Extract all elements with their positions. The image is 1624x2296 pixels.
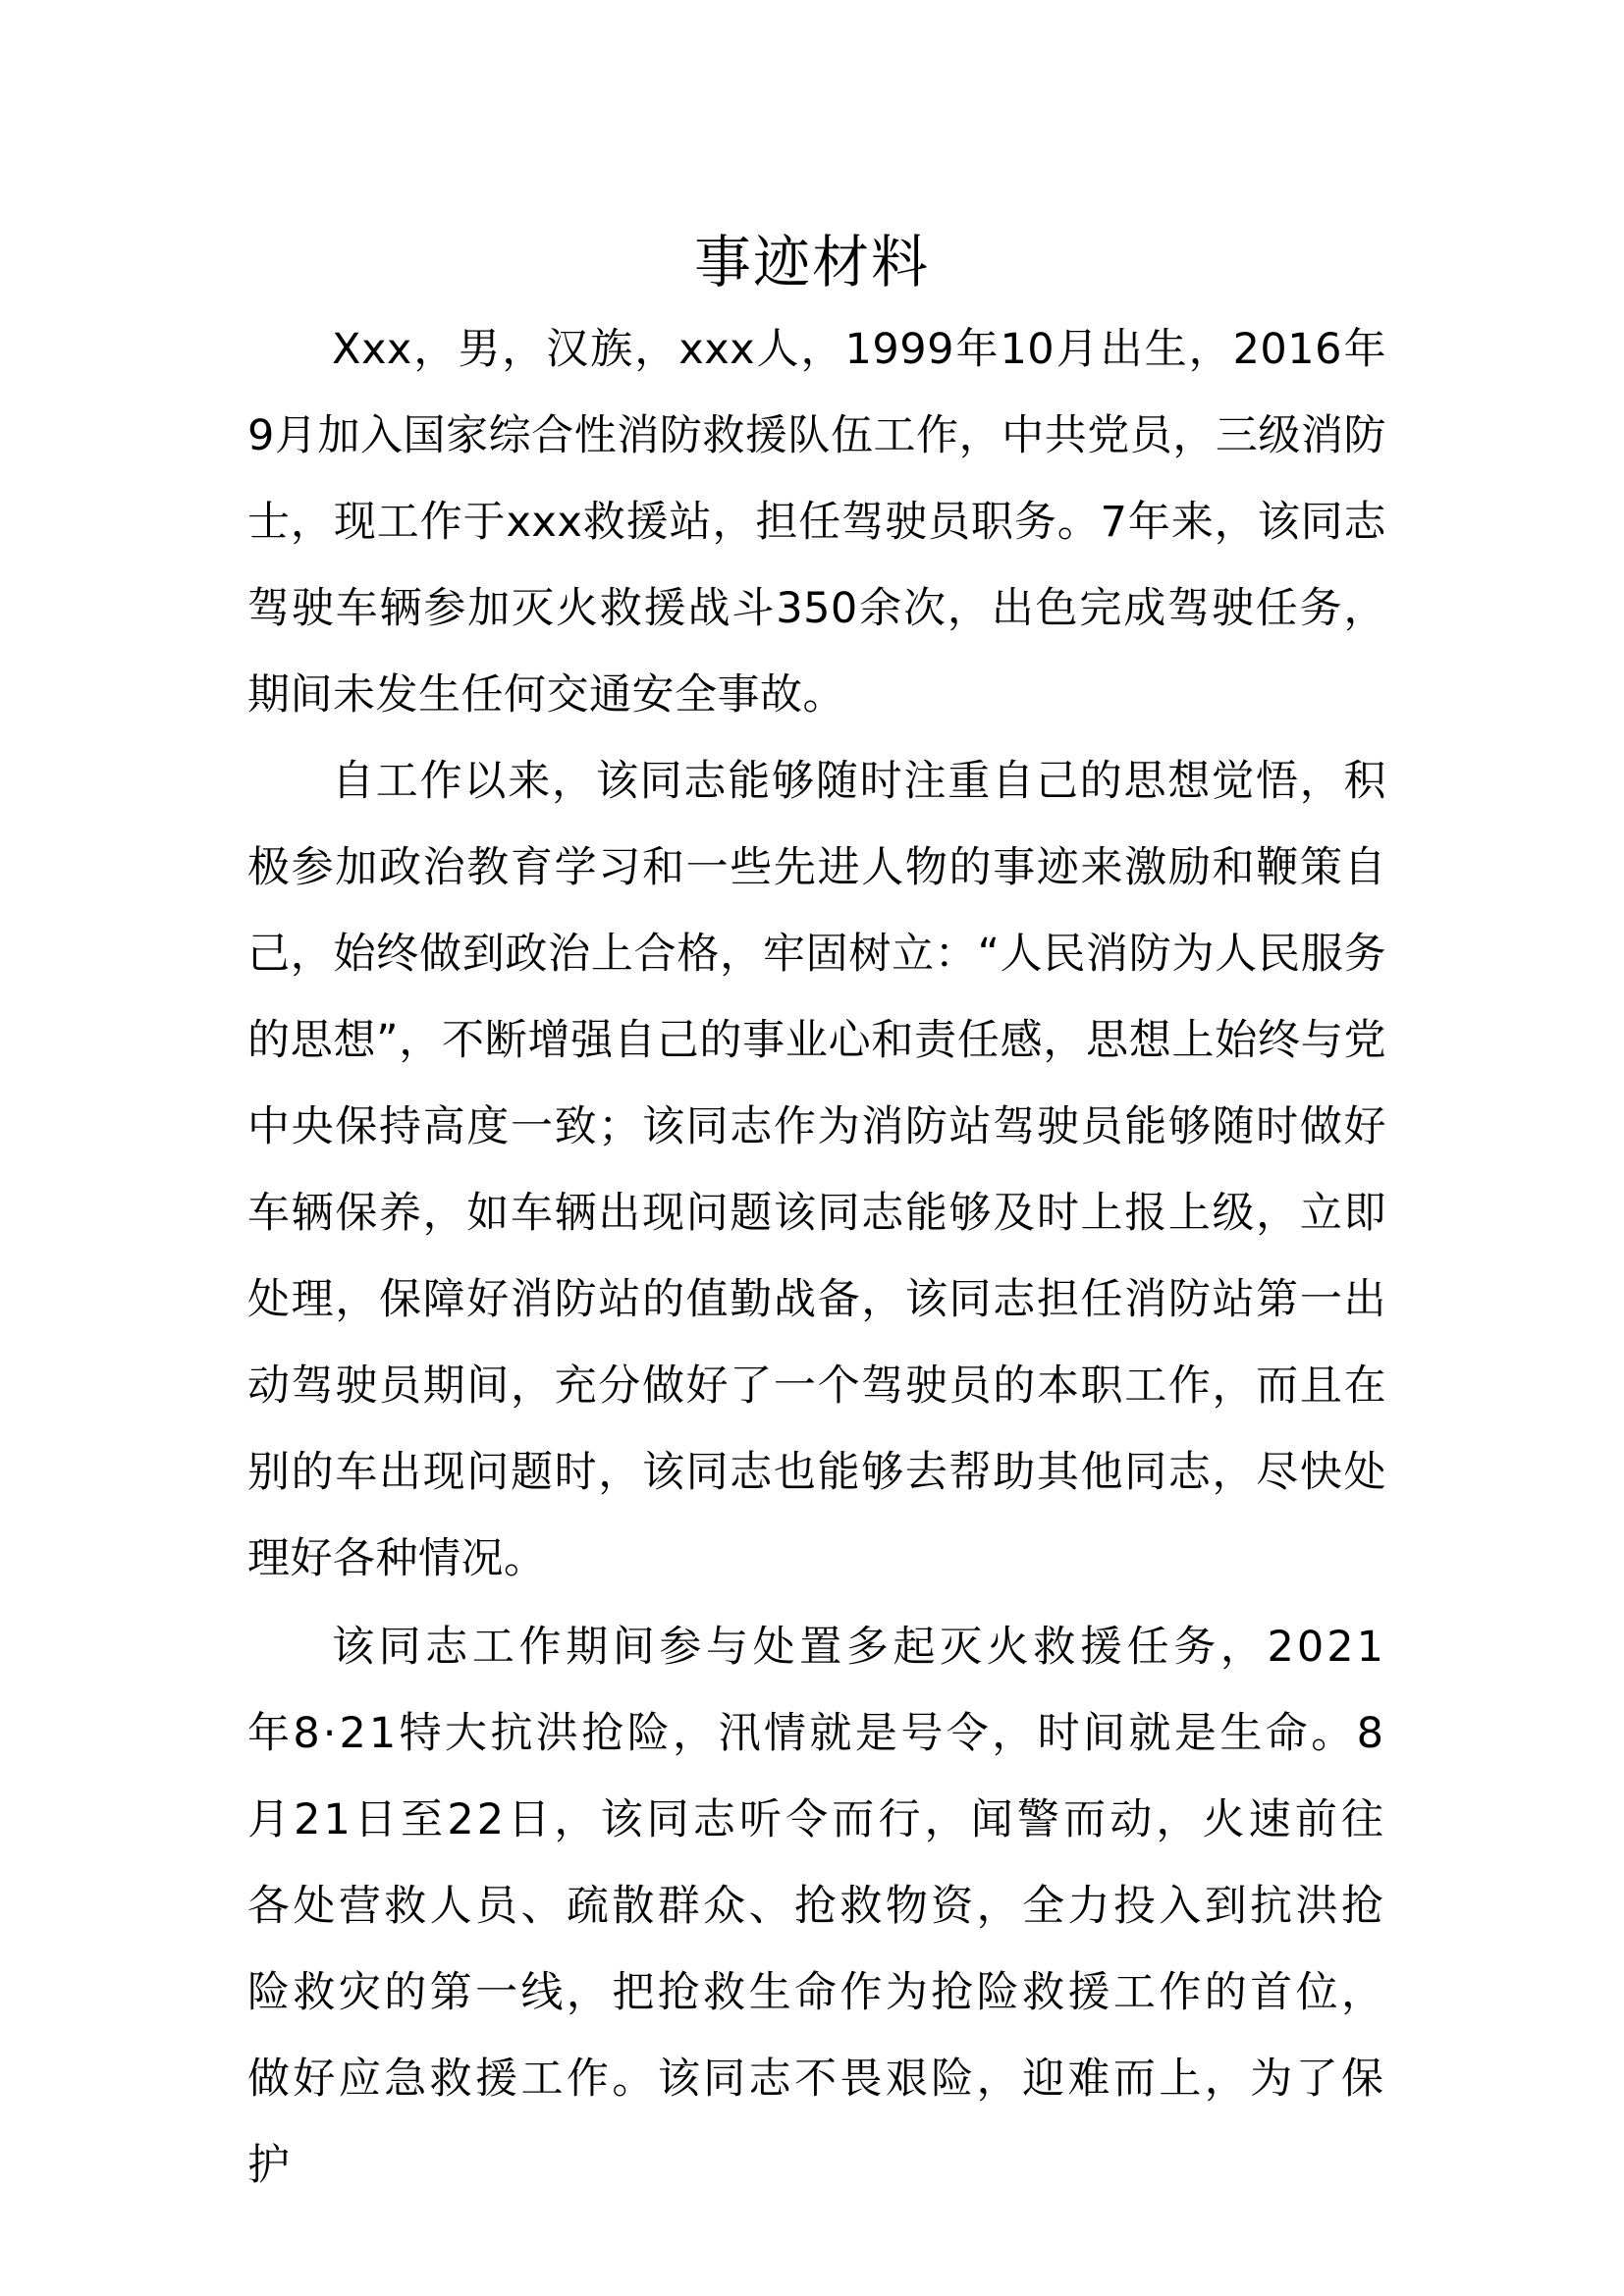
- paragraph-political-attitude: 自工作以来，该同志能够随时注重自己的思想觉悟，积极参加政治教育学习和一些先进人物的事迹来激励和鞭策自己，始终做到政治上合格，牢固树立：“人民消防为人民服务的思想”，不断增强自己的事业心和责任感，思想上始终与党中央保持高度一致；该同志作为消防站驾驶员能够随时做好车辆保养，如车辆出现问题该同志能够及时上报上级，立即处理，保障好消防站的值勤战备，该同志担任消防站第一出动驾驶员期间，充分做好了一个驾驶员的本职工作，而且在别的车出现问题时，该同志也能够去帮助其他同志，尽快处理好各种情况。: [247, 757, 1386, 1583]
- paragraph-flood-rescue: 该同志工作期间参与处置多起灭火救援任务，2021年8·21特大抗洪抢险，汛情就是号令，时间就是生命。8月21日至22日，该同志听令而行，闻警而动，火速前往各处营救人员、疏散群众、抢救物资，全力投入到抗洪抢险救灾的第一线，把抢救生命作为抢险救援工作的首位，做好应急救援工作。该同志不畏艰险，迎难而上，为了保护: [247, 1623, 1386, 2190]
- document-body: [247, 306, 1386, 2209]
- document-title: 事迹材料: [693, 229, 930, 295]
- paragraph-profile: Xxx，男，汉族，xxx人，1999年10月出生，2016年9月加入国家综合性消防救援队伍工作，中共党员，三级消防士，现工作于xxx救援站，担任驾驶员职务。7年来，该同志驾驶车辆参加灭火救援战斗350余次，出色完成驾驶任务，期间未发生任何交通安全事故。: [247, 325, 1386, 720]
